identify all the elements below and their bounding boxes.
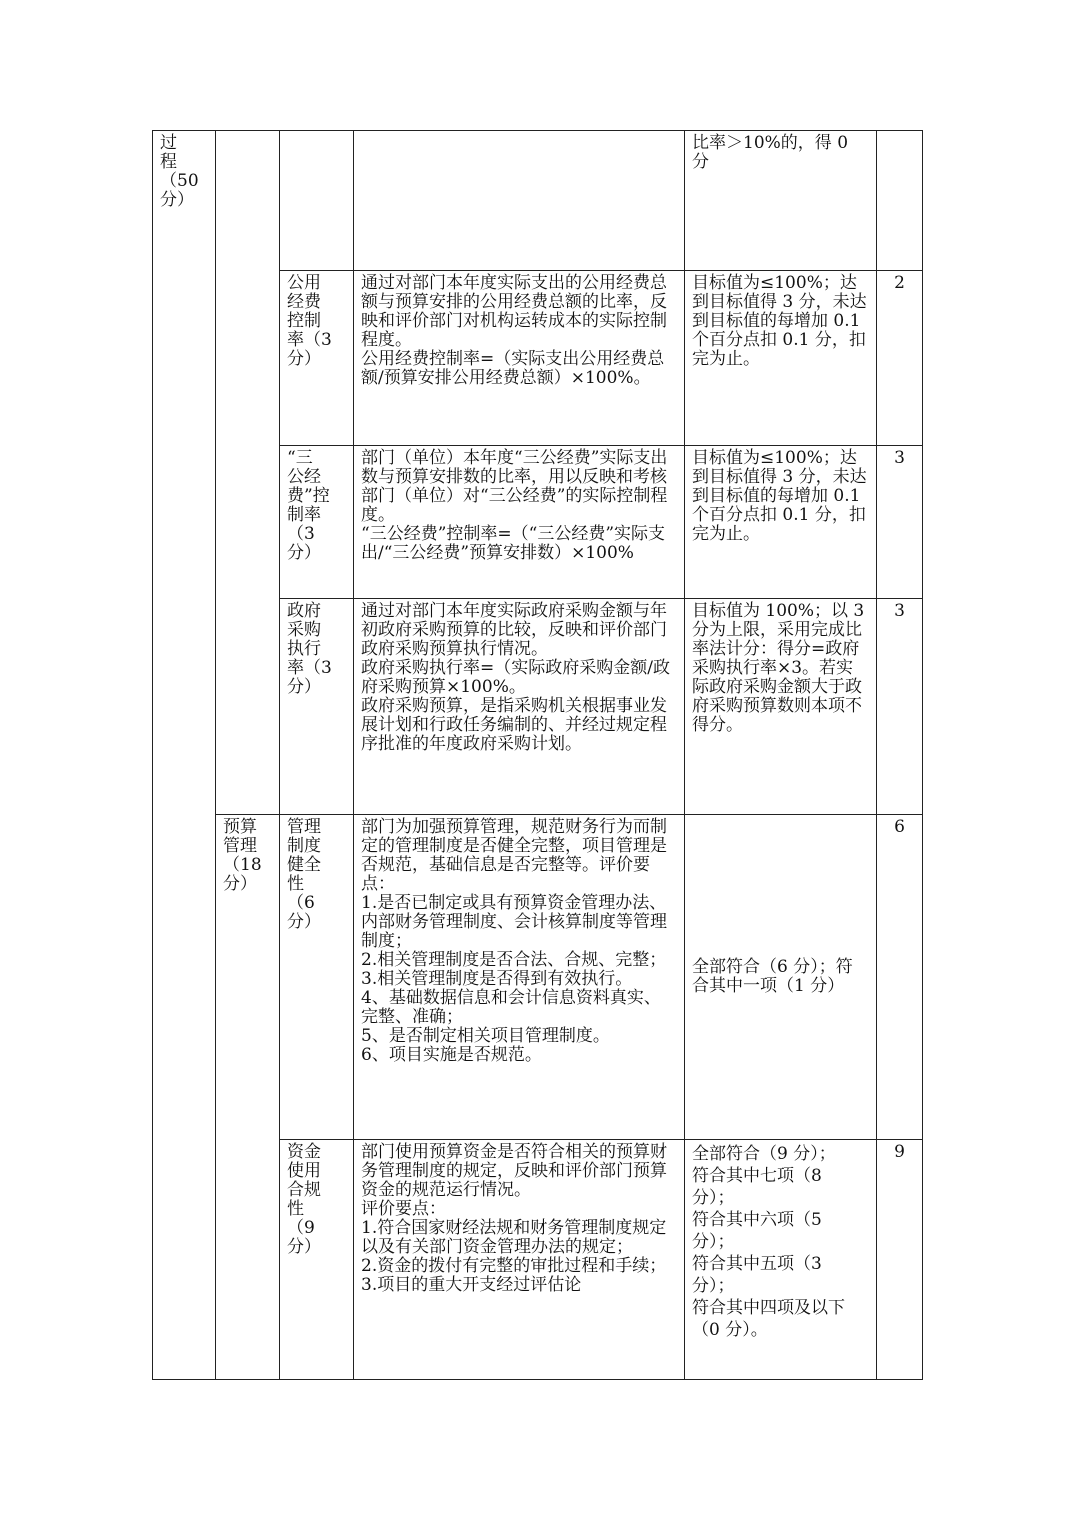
description-cell: 通过对部门本年度实际支出的公用经费总额与预算安排的公用经费总额的比率，反映和评价部门对机构运转成本的实际控制程度。 公用经费控制率=（实际支出公用经费总额/预算安排公用经费总额）×100%。 (354, 271, 685, 446)
level2-indicator-cell: 预算 管理 （18 分） (216, 815, 280, 1380)
score-cell: 3 (877, 446, 923, 599)
score-cell (877, 131, 923, 271)
standard-cell: 目标值为 100%；以 3 分为上限，采用完成比率法计分：得分=政府采购执行率×3。若实际政府采购金额大于政府采购预算数则本项不得分。 (685, 599, 877, 815)
level1-indicator-cell: 过 程 （50 分） (153, 131, 216, 1380)
score-cell: 3 (877, 599, 923, 815)
evaluation-table (152, 130, 923, 1380)
level2-indicator-cell-empty (216, 131, 280, 815)
description-cell: 通过对部门本年度实际政府采购金额与年初政府采购预算的比较，反映和评价部门政府采购预算执行情况。 政府采购执行率=（实际政府采购金额/政府采购预算×100%。 政府采购预算，是指采购机关根据事业发展计划和行政任务编制的、并经过规定程序批准的年度政府采购计划。 (354, 599, 685, 815)
indicator-cell: 管理 制度 健全 性 （6 分） (280, 815, 354, 1140)
indicator-cell: 公用 经费 控制 率（3 分） (280, 271, 354, 446)
description-cell: 部门为加强预算管理，规范财务行为而制定的管理制度是否健全完整，项目管理是否规范，基础信息是否完整等。评价要点： 1.是否已制定或具有预算资金管理办法、内部财务管理制度、会计核算制度等管理制度； 2.相关管理制度是否合法、合规、完整； 3.相关管理制度是否得到有效执行。 4、基础数据信息和会计信息资料真实、完整、准确； 5、是否制定相关项目管理制度。 6、项目实施是否规范。 (354, 815, 685, 1140)
standard-cell: 全部符合（9 分）； 符合其中七项（8 分）； 符合其中六项（5 分）； 符合其中五项（3 分）； 符合其中四项及以下（0 分）。 (685, 1140, 877, 1380)
standard-cell: 目标值为≤100%；达到目标值得 3 分，未达到目标值的每增加 0.1 个百分点扣 0.1 分，扣完为止。 (685, 446, 877, 599)
score-cell: 6 (877, 815, 923, 1140)
score-cell: 2 (877, 271, 923, 446)
indicator-cell: “三 公经 费”控 制率 （3 分） (280, 446, 354, 599)
standard-cell: 比率＞10%的，得 0 分 (685, 131, 877, 271)
score-cell: 9 (877, 1140, 923, 1380)
table-row (153, 815, 923, 1140)
description-cell: 部门使用预算资金是否符合相关的预算财务管理制度的规定，反映和评价部门预算资金的规范运行情况。 评价要点： 1.符合国家财经法规和财务管理制度规定以及有关部门资金管理办法的规定； 2.资金的拨付有完整的审批过程和手续； 3.项目的重大开支经过评估论 (354, 1140, 685, 1380)
standard-cell: 目标值为≤100%；达到目标值得 3 分，未达到目标值的每增加 0.1 个百分点扣 0.1 分，扣完为止。 (685, 271, 877, 446)
table-row (153, 131, 923, 271)
indicator-cell: 政府 采购 执行 率（3 分） (280, 599, 354, 815)
standard-cell: 全部符合（6 分）；符合其中一项（1 分） (685, 815, 877, 1140)
description-cell: 部门（单位）本年度“三公经费”实际支出数与预算安排数的比率，用以反映和考核部门（单位）对“三公经费”的实际控制程度。 “三公经费”控制率=（“三公经费”实际支出/“三公经费”预算安排数）×100% (354, 446, 685, 599)
description-cell (354, 131, 685, 271)
indicator-cell: 资金 使用 合规 性 （9 分） (280, 1140, 354, 1380)
indicator-cell (280, 131, 354, 271)
